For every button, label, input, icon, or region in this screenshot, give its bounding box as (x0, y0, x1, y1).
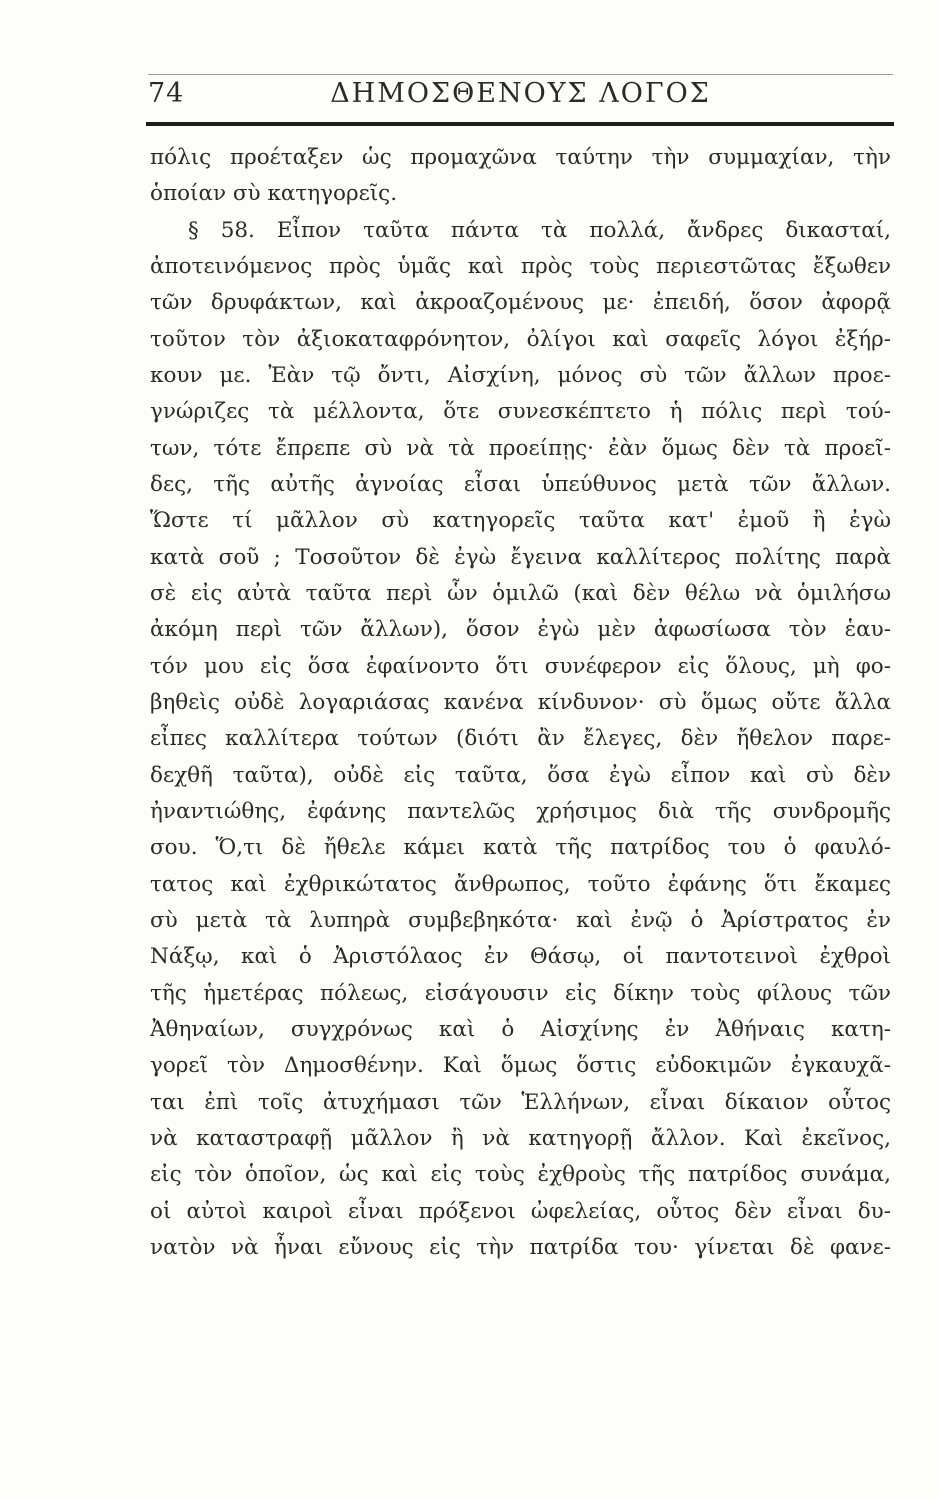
text-line: εἶπες καλλίτερα τούτων (διότι ἂν ἔλεγες, δὲν ἤθελον παρε- (150, 726, 891, 752)
text-line: δες, τῆς αὐτῆς ἀγνοίας εἶσαι ὑπεύθυνος μετὰ τῶν ἄλλων. (150, 471, 891, 497)
text-line: νὰ καταστραφῇ μᾶλλον ἢ νὰ κατηγορῇ ἄλλον. Καὶ ἐκεῖνος, (150, 1125, 891, 1151)
text-line: των, τότε ἔπρεπε σὺ νὰ τὰ προείπῃς· ἐὰν ὅμως δὲν τὰ προεῖ- (150, 435, 891, 461)
text-line: γορεῖ τὸν Δημοσθένην. Καὶ ὅμως ὅστις εὐδοκιμῶν ἐγκαυχᾶ- (150, 1053, 891, 1079)
page-header (148, 78, 893, 118)
text-line: τατος καὶ ἐχθρικώτατος ἄνθρωπος, τοῦτο ἐφάνης ὅτι ἔκαμες (150, 871, 891, 897)
text-line: κατὰ σοῦ ; Τοσοῦτον δὲ ἐγὼ ἔγεινα καλλίτερος πολίτης παρὰ (150, 544, 891, 570)
text-line: τόν μου εἰς ὅσα ἐφαίνοντο ὅτι συνέφερον εἰς ὅλους, μὴ φο- (150, 653, 891, 679)
text-line: Ὥστε τί μᾶλλον σὺ κατηγορεῖς ταῦτα κατ' ἐμοῦ ἢ ἐγὼ (150, 508, 891, 534)
text-line: εἰς τὸν ὁποῖον, ὡς καὶ εἰς τοὺς ἐχθροὺς τῆς πατρίδος συνάμα, (150, 1162, 891, 1188)
text-line: Ἀθηναίων, συγχρόνως καὶ ὁ Αἰσχίνης ἐν Ἀθήναις κατη- (150, 1016, 891, 1042)
text-line: ὁποίαν σὺ κατηγορεῖς. (150, 181, 398, 207)
text-line: τῶν δρυφάκτων, καὶ ἀκροαζομένους με· ἐπειδή, ὅσον ἀφορᾷ (150, 290, 891, 316)
text-line: ἀποτεινόμενος πρὸς ὑμᾶς καὶ πρὸς τοὺς περιεστῶτας ἔξωθεν (150, 253, 891, 279)
text-line: σὺ μετὰ τὰ λυπηρὰ συμβεβηκότα· καὶ ἐνῷ ὁ Ἀρίστρατος ἐν (150, 907, 891, 933)
text-line: τοῦτον τὸν ἀξιοκαταφρόνητον, ὀλίγοι καὶ σαφεῖς λόγοι ἐξήρ- (150, 326, 891, 352)
text-line: δεχθῆ ταῦτα), οὐδὲ εἰς ταῦτα, ὅσα ἐγὼ εἶπον καὶ σὺ δὲν (150, 762, 891, 788)
text-line: Νάξῳ, καὶ ὁ Ἀριστόλαος ἐν Θάσῳ, οἱ παντοτεινοὶ ἐχθροὶ (150, 944, 891, 970)
text-line: ται ἐπὶ τοῖς ἀτυχήμασι τῶν Ἑλλήνων, εἶναι δίκαιον οὗτος (150, 1089, 891, 1115)
text-line: κουν με. Ἐὰν τῷ ὄντι, Αἰσχίνη, μόνος σὺ τῶν ἄλλων προε- (150, 362, 891, 388)
text-line: βηθεὶς οὐδὲ λογαριάσας κανένα κίνδυνον· σὺ ὅμως οὔτε ἄλλα (150, 689, 891, 715)
page-number: 74 (148, 78, 185, 109)
body-text (150, 140, 891, 1266)
text-line: σὲ εἰς αὐτὰ ταῦτα περὶ ὧν ὁμιλῶ (καὶ δὲν θέλω νὰ ὁμιλήσω (150, 580, 891, 606)
header-rule (146, 122, 894, 126)
header-top-rule (148, 74, 893, 75)
text-line: ἀκόμη περὶ τῶν ἄλλων), ὅσον ἐγὼ μὲν ἀφωσίωσα τὸν ἑαυ- (150, 617, 891, 643)
text-line: νατὸν νὰ ἦναι εὔνους εἰς τὴν πατρίδα του· γίνεται δὲ φανε- (150, 1234, 891, 1260)
text-line: § 58. Εἶπον ταῦτα πάντα τὰ πολλά, ἄνδρες δικασταί, (188, 217, 891, 243)
text-line: γνώριζες τὰ μέλλοντα, ὅτε συνεσκέπτετο ἡ πόλις περὶ τού- (150, 399, 891, 425)
text-line: ἠναντιώθης, ἐφάνης παντελῶς χρήσιμος διὰ τῆς συνδρομῆς (150, 798, 891, 824)
running-title: ΔΗΜΟΣΘΕΝΟΥΣ ΛΟΓΟΣ (330, 78, 711, 109)
text-line: σου. Ὅ,τι δὲ ἤθελε κάμει κατὰ τῆς πατρίδος του ὁ φαυλό- (150, 835, 891, 861)
text-line: πόλις προέταξεν ὡς προμαχῶνα ταύτην τὴν συμμαχίαν, τὴν (150, 145, 891, 170)
text-line: τῆς ἡμετέρας πόλεως, εἰσάγουσιν εἰς δίκην τοὺς φίλους τῶν (150, 980, 891, 1006)
text-line: οἱ αὐτοὶ καιροὶ εἶναι πρόξενοι ὠφελείας, οὗτος δὲν εἶναι δυ- (150, 1198, 891, 1224)
